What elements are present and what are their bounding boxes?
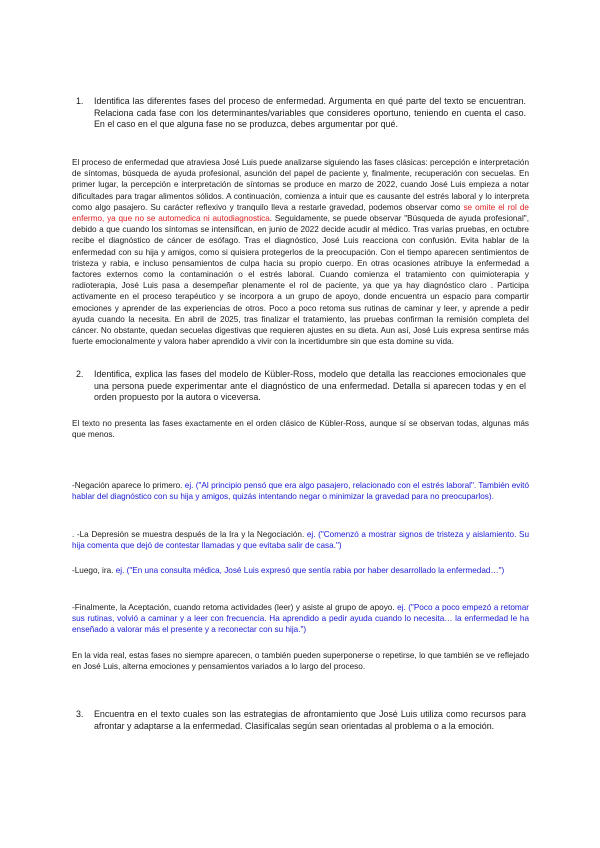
acceptance-example: ej. ("Poco a poco empezó a retomar sus rutinas, volvió a caminar y a leer con frecuencia. Ha aprendido a pedir ayuda cuando lo necesita… la enfermedad le ha enseñado a valorar más el presente y a reconectar con su hija.") bbox=[72, 603, 529, 635]
question-3-text: Encuentra en el texto cuales son las estrategias de afrontamiento que José Luis utiliza como recursos para afrontar y adaptarse a la enfermedad. Clasifícalas según sean orientadas al problema o a la emoción. bbox=[94, 709, 526, 731]
answer-1-text-a: El proceso de enfermedad que atraviesa José Luis puede analizarse siguiendo las fases clásicas: percepción e interpretación de síntomas, búsqueda de ayuda profesional, asunción del papel de paciente y, finalmente, recuperación con secuelas. En primer lugar, la percepción e interpretación de síntomas se produce en marzo de 2022, cuando José Luis empieza a notar dificultades para tragar alimentos sólidos. A continuación, comienza a intuir que es causante del estrés laboral y lo interpreta como algo pasajero. Su carácter reflexivo y tranquilo lleva a restarle gravedad, podemos observar como bbox=[72, 158, 529, 212]
acceptance-text: -Finalmente, la Aceptación, cuando retoma actividades (leer) y asiste al grupo de apoyo. bbox=[72, 603, 398, 612]
answer-1-paragraph bbox=[72, 157, 529, 347]
question-3 bbox=[76, 709, 526, 732]
denial-example: ej. ("Al principio pensó que era algo pasajero, relacionado con el estrés laboral". También evitó hablar del diagnóstico con su hija y amigos, quizás intentando negar o minimizar la gravedad para no preocuparlos). bbox=[72, 481, 529, 502]
denial-text: -Negación aparece lo primero. bbox=[72, 481, 185, 490]
anger-example: ej. ("En una consulta médica, José Luis expresó que sentía rabia por haber desarrollado la enfermedad…") bbox=[115, 566, 505, 575]
depression-item bbox=[72, 529, 529, 551]
question-1-text: Identifica las diferentes fases del proceso de enfermedad. Argumenta en qué parte del texto se encuentran. Relaciona cada fase con los determinantes/variables que consideres oportuno, teniendo en cuenta el caso. En el caso en el que alguna fase no se produzca, debes argumentar por qué. bbox=[94, 96, 526, 130]
anger-text: -Luego, ira. bbox=[72, 566, 116, 575]
question-1-number: 1. bbox=[76, 96, 84, 106]
question-1 bbox=[76, 96, 526, 131]
acceptance-item bbox=[72, 602, 529, 636]
question-3-number: 3. bbox=[76, 709, 84, 719]
denial-item bbox=[72, 480, 529, 502]
question-2-text: Identifica, explica las fases del modelo de Kübler-Ross, modelo que detalla las reacciones emocionales que una persona puede experimentar ante el diagnóstico de una enfermedad. Detalla si aparecen todas y en el orden propuesto por la autora o viceversa. bbox=[94, 369, 526, 403]
answer-1-highlight-red: se omite el rol de enfermo, ya que no se automedica ni autodiagnostica bbox=[72, 202, 529, 224]
anger-item bbox=[72, 565, 529, 576]
depression-example: ej. ("Comenzó a mostrar signos de tristeza y aislamiento. Su hija comenta que dejó de contestar llamadas y que evitaba salir de casa.") bbox=[72, 530, 529, 551]
question-2-number: 2. bbox=[76, 369, 84, 379]
question-2 bbox=[76, 369, 526, 404]
answer-2-intro: El texto no presenta las fases exactamente en el orden clásico de Kübler-Ross, aunque sí se observan todas, algunas más que menos. bbox=[72, 419, 529, 440]
answer-2-conclusion: En la vida real, estas fases no siempre aparecen, o también pueden superponerse o repetirse, lo que también se ve reflejado en José Luis, alterna emociones y pensamientos variados a lo largo del proceso. bbox=[72, 651, 529, 672]
depression-text: . -La Depresión se muestra después de la Ira y la Negociación. bbox=[72, 530, 307, 539]
answer-1-text-b: . Seguidamente, se puede observar "Búsqueda de ayuda profesional", debido a que cuando los síntomas se intensifican, en junio de 2022 decide acudir al médico. Tras varias pruebas, en octubre recibe el diagnóstico de cáncer de esófago. Tras el diagnóstico, José Luis reacciona con confusión. Evita hablar de la enfermedad con su hija y amigos, como si quisiera protegerlos de la preocupación. Con el tiempo aparecen sentimientos de tristeza y rabia, e incluso pensamientos de culpa hacia su propio cuerpo. En otras ocasiones atribuye la enfermedad a factores externos como la contaminación o el estrés laboral. Cuando comienza el tratamiento con quimioterapia y radioterapia, José Luis pasa a desempeñar plenamente el rol de paciente, ya que ya hay diagnóstico claro . Participa activamente en el proceso terapéutico y se incorpora a un grupo de apoyo, donde encuentra un espacio para compartir emociones y aprender de las experiencias de otros. Poco a poco retoma sus rutinas de caminar y leer, y aprende a pedir ayuda cuando la necesita. En abril de 2025, tras finalizar el tratamiento, las pruebas confirman la remisión completa del cáncer. No obstante, quedan secuelas digestivas que requieren ajustes en su dieta. Aun así, José Luis expresa sentirse más fuerte emocionalmente y valora haber aprendido a vivir con la incertidumbre sin que esta domine su vida. bbox=[72, 214, 529, 347]
